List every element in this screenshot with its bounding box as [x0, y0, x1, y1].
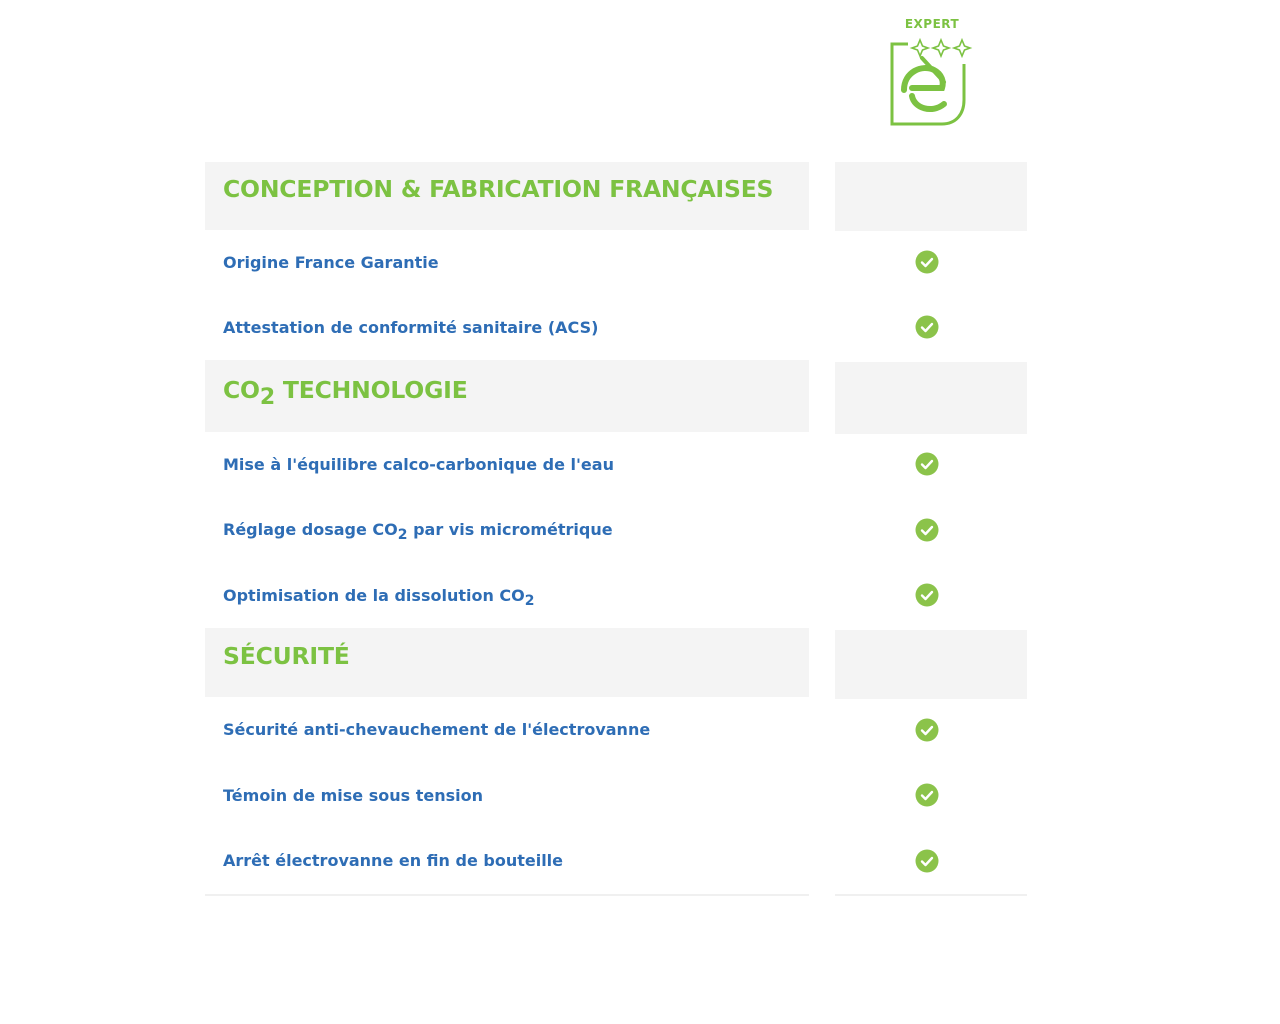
- row-label-equilibre: Mise à l'équilibre calco-carbonique de l'eau: [223, 455, 614, 474]
- row-label-anti-chevauchement: Sécurité anti-chevauchement de l'électrovanne: [223, 720, 651, 739]
- section-title-co2-prefix: CO: [223, 376, 260, 404]
- expert-badge: [882, 14, 982, 129]
- section-title-securite: SÉCURITÉ: [223, 642, 350, 670]
- bottom-divider-right: [835, 894, 1027, 896]
- row-label-optimisation-prefix: Optimisation de la dissolution CO: [223, 586, 525, 605]
- section-header-co2-right: [835, 362, 1027, 434]
- check-icon: [915, 452, 939, 476]
- row-label-arret: Arrêt électrovanne en fin de bouteille: [223, 851, 564, 870]
- row-label-reglage-sub: 2: [397, 527, 408, 543]
- row-label-reglage-prefix: Réglage dosage CO: [223, 520, 398, 539]
- check-icon: [915, 518, 939, 542]
- section-title-co2: [223, 376, 468, 410]
- row-label-optimisation-sub: 2: [524, 593, 535, 609]
- check-icon: [915, 849, 939, 873]
- check-icon: [915, 783, 939, 807]
- expert-logo-icon: [882, 34, 982, 129]
- check-icon: [915, 583, 939, 607]
- section-header-securite-right: [835, 630, 1027, 699]
- check-icon: [915, 315, 939, 339]
- row-label-optimisation: [223, 586, 535, 609]
- section-title-conception: CONCEPTION & FABRICATION FRANÇAISES: [223, 175, 774, 203]
- check-icon: [915, 718, 939, 742]
- row-label-acs: Attestation de conformité sanitaire (ACS): [223, 318, 599, 337]
- check-icon: [915, 250, 939, 274]
- section-title-co2-suffix: TECHNOLOGIE: [274, 376, 468, 404]
- section-title-co2-sub: 2: [259, 385, 275, 410]
- row-label-reglage: [223, 520, 613, 543]
- section-header-securite: [205, 628, 809, 697]
- section-header-co2: [205, 360, 809, 432]
- row-label-origine: Origine France Garantie: [223, 253, 439, 272]
- section-header-conception: [205, 162, 809, 230]
- section-header-conception-right: [835, 162, 1027, 231]
- row-label-reglage-suffix: par vis micrométrique: [407, 520, 613, 539]
- bottom-divider-left: [205, 894, 809, 896]
- badge-title: EXPERT: [904, 17, 960, 31]
- row-label-temoin: Témoin de mise sous tension: [223, 786, 484, 805]
